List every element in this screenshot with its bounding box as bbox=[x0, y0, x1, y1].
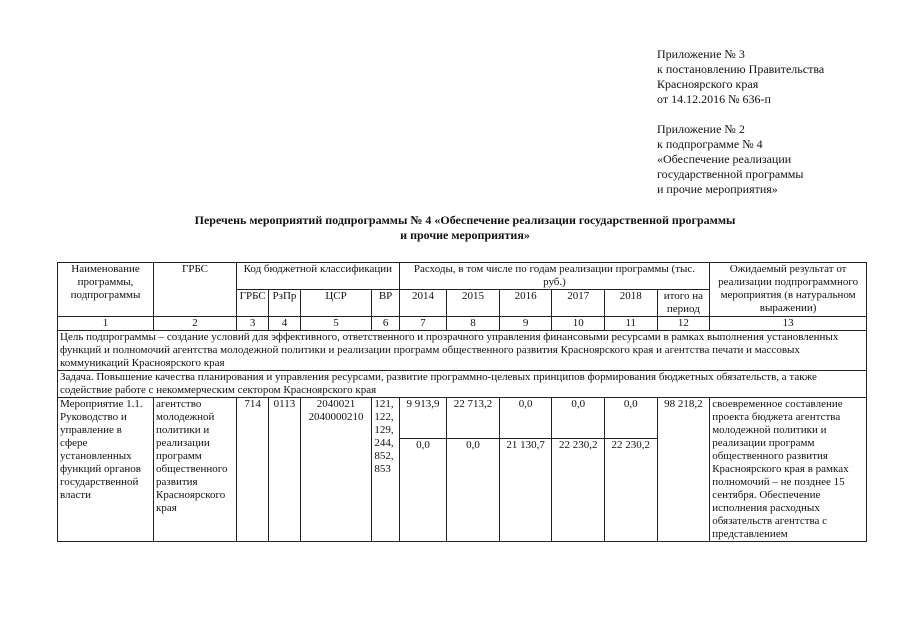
measures-table bbox=[57, 262, 867, 542]
appendix-2-block bbox=[657, 122, 803, 197]
column-number: 5 bbox=[300, 317, 372, 331]
column-number: 10 bbox=[552, 317, 605, 331]
appendix-3-line: к постановлению Правительства bbox=[657, 62, 825, 76]
value-2017-a: 0,0 bbox=[552, 398, 605, 439]
value-2016-a: 0,0 bbox=[499, 398, 552, 439]
column-number: 13 bbox=[710, 317, 867, 331]
appendix-2-line: и прочие мероприятия» bbox=[657, 182, 778, 196]
value-2014-b: 0,0 bbox=[399, 439, 447, 542]
measure-rzpr: 0113 bbox=[269, 398, 300, 542]
appendix-3-line: Приложение № 3 bbox=[657, 47, 745, 61]
subheader-2018: 2018 bbox=[604, 290, 657, 317]
measure-csr bbox=[300, 398, 372, 542]
column-number: 6 bbox=[372, 317, 399, 331]
subheader-2016: 2016 bbox=[499, 290, 552, 317]
column-number: 1 bbox=[58, 317, 154, 331]
value-2016-b: 21 130,7 bbox=[499, 439, 552, 542]
csr-value: 2040021 bbox=[316, 398, 356, 410]
column-number: 7 bbox=[399, 317, 447, 331]
subheader-total: итого на период bbox=[657, 290, 710, 317]
appendix-3-line: от 14.12.2016 № 636-п bbox=[657, 92, 771, 106]
subheader-2014: 2014 bbox=[399, 290, 447, 317]
subheader-2017: 2017 bbox=[552, 290, 605, 317]
value-2015-a: 22 713,2 bbox=[447, 398, 500, 439]
column-number: 9 bbox=[499, 317, 552, 331]
title-line: Перечень мероприятий подпрограммы № 4 «Обеспечение реализации государственной программы bbox=[194, 213, 736, 227]
column-number: 4 bbox=[269, 317, 300, 331]
measure-grbs-name: агентство молодежной политики и реализации программ общественного развития Красноярского края bbox=[154, 398, 237, 542]
vr-value: 122, bbox=[374, 411, 394, 423]
header-budget-code: Код бюджетной классификации bbox=[236, 263, 399, 290]
value-2017-b: 22 230,2 bbox=[552, 439, 605, 542]
subheader-2015: 2015 bbox=[447, 290, 500, 317]
header-expected-result: Ожидаемый результат от реализации подпрограммного мероприятия (в натуральном выражении) bbox=[710, 263, 867, 317]
measure-grbs-code: 714 bbox=[236, 398, 268, 542]
value-total: 98 218,2 bbox=[657, 398, 710, 542]
appendix-3-line: Красноярского края bbox=[657, 77, 759, 91]
vr-value: 121, bbox=[374, 398, 394, 410]
appendix-2-line: к подпрограмме № 4 bbox=[657, 137, 763, 151]
value-2018-a: 0,0 bbox=[604, 398, 657, 439]
measure-name: Мероприятие 1.1. Руководство и управление в сфере установленных функций органов государственной власти bbox=[58, 398, 154, 542]
vr-value: 244, bbox=[374, 437, 394, 449]
column-number: 2 bbox=[154, 317, 237, 331]
appendix-2-line: «Обеспечение реализации bbox=[657, 152, 792, 166]
vr-value: 129, bbox=[374, 424, 394, 436]
title-line: и прочие мероприятия» bbox=[400, 228, 530, 242]
header-grbs: ГРБС bbox=[154, 263, 237, 317]
column-number: 12 bbox=[657, 317, 710, 331]
subprogram-task: Задача. Повышение качества планирования и управления ресурсами, развитие программно-целевых принципов формирования бюджетных обязательств, а также содействие работе с некоммерческим сектором Красноярского края bbox=[58, 371, 867, 398]
subheader-vr: ВР bbox=[372, 290, 399, 317]
csr-value: 2040000210 bbox=[308, 411, 364, 423]
subheader-grbs: ГРБС bbox=[236, 290, 268, 317]
appendix-3-block bbox=[657, 47, 824, 107]
measure-vr bbox=[372, 398, 399, 542]
subprogram-goal: Цель подпрограммы – создание условий для эффективного, ответственного и прозрачного управления финансовыми ресурсами в рамках выполнения установленных функций и полномочий агентства молодежной политики и реализации программ общественного развития Красноярского края и агентства печати и массовых коммуникаций Красноярского края bbox=[58, 331, 867, 371]
value-2014-a: 9 913,9 bbox=[399, 398, 447, 439]
column-number: 8 bbox=[447, 317, 500, 331]
subheader-csr: ЦСР bbox=[300, 290, 372, 317]
column-number: 11 bbox=[604, 317, 657, 331]
value-2015-b: 0,0 bbox=[447, 439, 500, 542]
column-number: 3 bbox=[236, 317, 268, 331]
document-title bbox=[60, 213, 870, 243]
header-expenses: Расходы, в том числе по годам реализации программы (тыс. руб.) bbox=[399, 263, 709, 290]
header-program-name: Наименование программы, подпрограммы bbox=[58, 263, 154, 317]
appendix-2-line: Приложение № 2 bbox=[657, 122, 745, 136]
vr-value: 852, bbox=[374, 450, 394, 462]
vr-value: 853 bbox=[374, 463, 391, 475]
appendix-2-line: государственной программы bbox=[657, 167, 804, 181]
value-2018-b: 22 230,2 bbox=[604, 439, 657, 542]
measure-expected-result: своевременное составление проекта бюджета агентства молодежной политики и реализации программ общественного развития Красноярского края в рамках полномочий – не позднее 15 сентября. Обеспечение исполнения расходных обязательств агентства с представлением bbox=[710, 398, 867, 542]
subheader-rzpr: РзПр bbox=[269, 290, 300, 317]
